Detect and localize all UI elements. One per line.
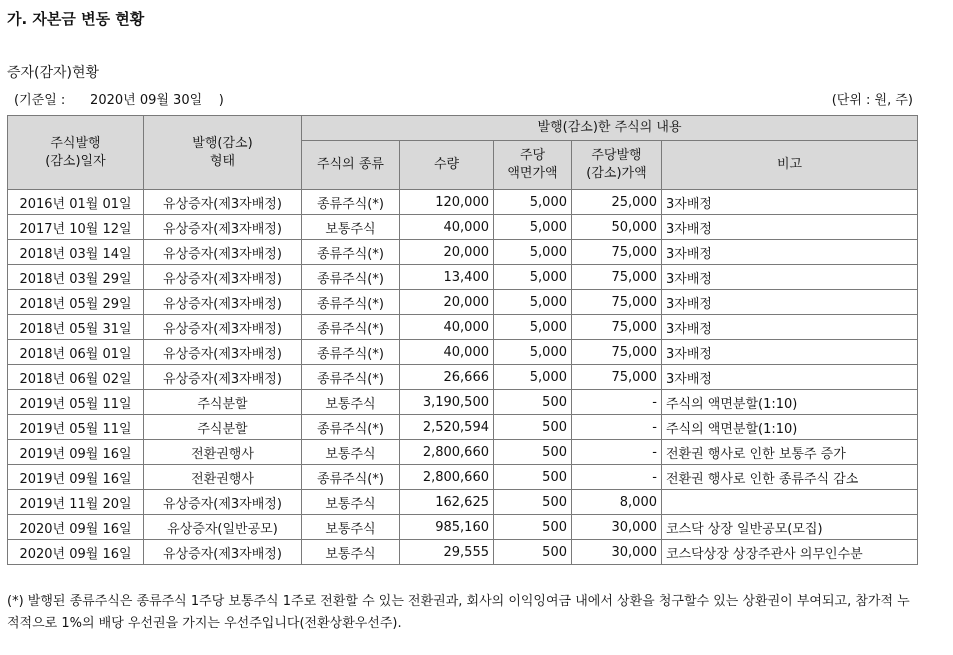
cell-par-value: 500 xyxy=(494,440,572,465)
cell-date: 2018년 03월 14일 xyxy=(8,240,144,265)
cell-issue-price: 30,000 xyxy=(572,515,662,540)
cell-quantity: 2,800,660 xyxy=(400,440,494,465)
cell-date: 2018년 06월 01일 xyxy=(8,340,144,365)
cell-note: 3자배정 xyxy=(662,340,918,365)
cell-date: 2020년 09월 16일 xyxy=(8,540,144,565)
cell-note: 3자배정 xyxy=(662,265,918,290)
table-row xyxy=(8,365,918,390)
cell-issue-price: - xyxy=(572,390,662,415)
cell-type: 유상증자(제3자배정) xyxy=(144,240,302,265)
cell-quantity: 2,800,660 xyxy=(400,465,494,490)
cell-issue-price: 8,000 xyxy=(572,490,662,515)
cell-par-value: 500 xyxy=(494,490,572,515)
cell-quantity: 20,000 xyxy=(400,290,494,315)
table-row xyxy=(8,440,918,465)
cell-par-value: 500 xyxy=(494,415,572,440)
cell-par-value: 5,000 xyxy=(494,265,572,290)
cell-par-value: 500 xyxy=(494,465,572,490)
cell-date: 2017년 10월 12일 xyxy=(8,215,144,240)
cell-note: 주식의 액면분할(1:10) xyxy=(662,390,918,415)
header-par-value-line1: 주당 xyxy=(519,148,546,163)
header-issue-type-line2: 형태 xyxy=(209,153,236,169)
header-quantity: 수량 xyxy=(400,141,494,190)
cell-issue-price: - xyxy=(572,465,662,490)
table-row xyxy=(8,515,918,540)
cell-quantity: 120,000 xyxy=(400,190,494,215)
cell-type: 유상증자(일반공모) xyxy=(144,515,302,540)
cell-date: 2020년 09월 16일 xyxy=(8,515,144,540)
cell-par-value: 500 xyxy=(494,390,572,415)
cell-issue-price: 50,000 xyxy=(572,215,662,240)
header-issue-price xyxy=(572,141,662,190)
cell-quantity: 985,160 xyxy=(400,515,494,540)
table-row xyxy=(8,265,918,290)
header-par-value xyxy=(494,141,572,190)
cell-type: 유상증자(제3자배정) xyxy=(144,190,302,215)
cell-note: 코스닥 상장 일반공모(모집) xyxy=(662,515,918,540)
cell-quantity: 40,000 xyxy=(400,215,494,240)
cell-quantity: 2,520,594 xyxy=(400,415,494,440)
cell-type: 주식분할 xyxy=(144,390,302,415)
cell-issue-price: 25,000 xyxy=(572,190,662,215)
cell-note: 3자배정 xyxy=(662,365,918,390)
cell-kind: 보통주식 xyxy=(302,490,400,515)
header-share-kind: 주식의 종류 xyxy=(302,141,400,190)
cell-par-value: 5,000 xyxy=(494,215,572,240)
capital-change-table xyxy=(7,115,918,565)
cell-type: 전환권행사 xyxy=(144,465,302,490)
cell-kind: 종류주식(*) xyxy=(302,240,400,265)
cell-kind: 보통주식 xyxy=(302,215,400,240)
cell-kind: 종류주식(*) xyxy=(302,190,400,215)
cell-type: 유상증자(제3자배정) xyxy=(144,290,302,315)
cell-note: 3자배정 xyxy=(662,290,918,315)
section-title: 가. 자본금 변동 현황 xyxy=(7,10,145,28)
cell-par-value: 5,000 xyxy=(494,365,572,390)
cell-type: 유상증자(제3자배정) xyxy=(144,540,302,565)
cell-note: 3자배정 xyxy=(662,240,918,265)
footnote: (*) 발행된 종류주식은 종류주식 1주당 보통주식 1주로 전환할 수 있는 전환권과, 회사의 이익잉여금 내에서 상환을 청구할수 있는 상환권이 부여되고, 참가적 누적적으로 1%의 배당 우선권을 가지는 우선주입니다(전환상환우선주). xyxy=(7,594,910,631)
cell-date: 2019년 11월 20일 xyxy=(8,490,144,515)
cell-issue-price: - xyxy=(572,415,662,440)
cell-kind: 보통주식 xyxy=(302,390,400,415)
table-row xyxy=(8,215,918,240)
cell-issue-price: 75,000 xyxy=(572,265,662,290)
cell-note: 3자배정 xyxy=(662,315,918,340)
sub-title: 증자(감자)현황 xyxy=(7,65,100,81)
cell-quantity: 13,400 xyxy=(400,265,494,290)
cell-note: 코스닥상장 상장주관사 의무인수분 xyxy=(662,540,918,565)
header-issue-date-line2: (감소)일자 xyxy=(45,153,106,169)
cell-quantity: 162,625 xyxy=(400,490,494,515)
cell-issue-price: 75,000 xyxy=(572,315,662,340)
cell-note: 전환권 행사로 인한 보통주 증가 xyxy=(662,440,918,465)
cell-kind: 종류주식(*) xyxy=(302,265,400,290)
table-row xyxy=(8,240,918,265)
cell-date: 2019년 05월 11일 xyxy=(8,390,144,415)
base-date: (기준일 : 2020년 09월 30일 ) xyxy=(14,93,224,108)
cell-quantity: 29,555 xyxy=(400,540,494,565)
header-issue-date-line1: 주식발행 xyxy=(50,135,101,151)
cell-date: 2018년 05월 31일 xyxy=(8,315,144,340)
cell-kind: 종류주식(*) xyxy=(302,340,400,365)
cell-quantity: 40,000 xyxy=(400,315,494,340)
table-row xyxy=(8,290,918,315)
cell-issue-price: 75,000 xyxy=(572,290,662,315)
table-row xyxy=(8,340,918,365)
cell-quantity: 3,190,500 xyxy=(400,390,494,415)
cell-type: 유상증자(제3자배정) xyxy=(144,365,302,390)
cell-quantity: 26,666 xyxy=(400,365,494,390)
cell-kind: 보통주식 xyxy=(302,540,400,565)
cell-date: 2019년 05월 11일 xyxy=(8,415,144,440)
cell-par-value: 5,000 xyxy=(494,290,572,315)
header-issue-price-line1: 주당발행 xyxy=(591,148,642,163)
cell-kind: 종류주식(*) xyxy=(302,465,400,490)
cell-note xyxy=(662,490,918,515)
cell-kind: 종류주식(*) xyxy=(302,365,400,390)
cell-type: 유상증자(제3자배정) xyxy=(144,265,302,290)
cell-kind: 종류주식(*) xyxy=(302,290,400,315)
table-row xyxy=(8,190,918,215)
table-row xyxy=(8,390,918,415)
table-row xyxy=(8,540,918,565)
cell-kind: 종류주식(*) xyxy=(302,415,400,440)
cell-date: 2019년 09월 16일 xyxy=(8,465,144,490)
cell-par-value: 500 xyxy=(494,540,572,565)
cell-note: 전환권 행사로 인한 종류주식 감소 xyxy=(662,465,918,490)
cell-par-value: 5,000 xyxy=(494,340,572,365)
header-par-value-line2: 액면가액 xyxy=(507,166,558,181)
cell-date: 2018년 03월 29일 xyxy=(8,265,144,290)
header-issue-price-line2: (감소)가액 xyxy=(586,166,647,181)
table-row xyxy=(8,315,918,340)
header-note: 비고 xyxy=(662,141,918,190)
cell-type: 유상증자(제3자배정) xyxy=(144,490,302,515)
table-row xyxy=(8,490,918,515)
header-issued-shares-group: 발행(감소)한 주식의 내용 xyxy=(302,116,918,141)
header-issue-type xyxy=(144,116,302,190)
cell-date: 2016년 01월 01일 xyxy=(8,190,144,215)
cell-type: 유상증자(제3자배정) xyxy=(144,340,302,365)
cell-issue-price: 30,000 xyxy=(572,540,662,565)
cell-quantity: 40,000 xyxy=(400,340,494,365)
cell-par-value: 5,000 xyxy=(494,240,572,265)
header-issue-date xyxy=(8,116,144,190)
cell-type: 전환권행사 xyxy=(144,440,302,465)
cell-type: 유상증자(제3자배정) xyxy=(144,315,302,340)
cell-kind: 종류주식(*) xyxy=(302,315,400,340)
unit-label: (단위 : 원, 주) xyxy=(831,93,913,108)
cell-note: 3자배정 xyxy=(662,190,918,215)
cell-issue-price: 75,000 xyxy=(572,340,662,365)
cell-issue-price: 75,000 xyxy=(572,240,662,265)
cell-par-value: 5,000 xyxy=(494,315,572,340)
cell-note: 주식의 액면분할(1:10) xyxy=(662,415,918,440)
cell-par-value: 5,000 xyxy=(494,190,572,215)
header-issue-type-line1: 발행(감소) xyxy=(192,135,253,151)
cell-date: 2018년 05월 29일 xyxy=(8,290,144,315)
cell-issue-price: - xyxy=(572,440,662,465)
cell-kind: 보통주식 xyxy=(302,515,400,540)
table-row xyxy=(8,465,918,490)
cell-date: 2018년 06월 02일 xyxy=(8,365,144,390)
cell-date: 2019년 09월 16일 xyxy=(8,440,144,465)
cell-par-value: 500 xyxy=(494,515,572,540)
cell-issue-price: 75,000 xyxy=(572,365,662,390)
cell-type: 유상증자(제3자배정) xyxy=(144,215,302,240)
cell-note: 3자배정 xyxy=(662,215,918,240)
table-row xyxy=(8,415,918,440)
cell-kind: 보통주식 xyxy=(302,440,400,465)
cell-type: 주식분할 xyxy=(144,415,302,440)
cell-quantity: 20,000 xyxy=(400,240,494,265)
